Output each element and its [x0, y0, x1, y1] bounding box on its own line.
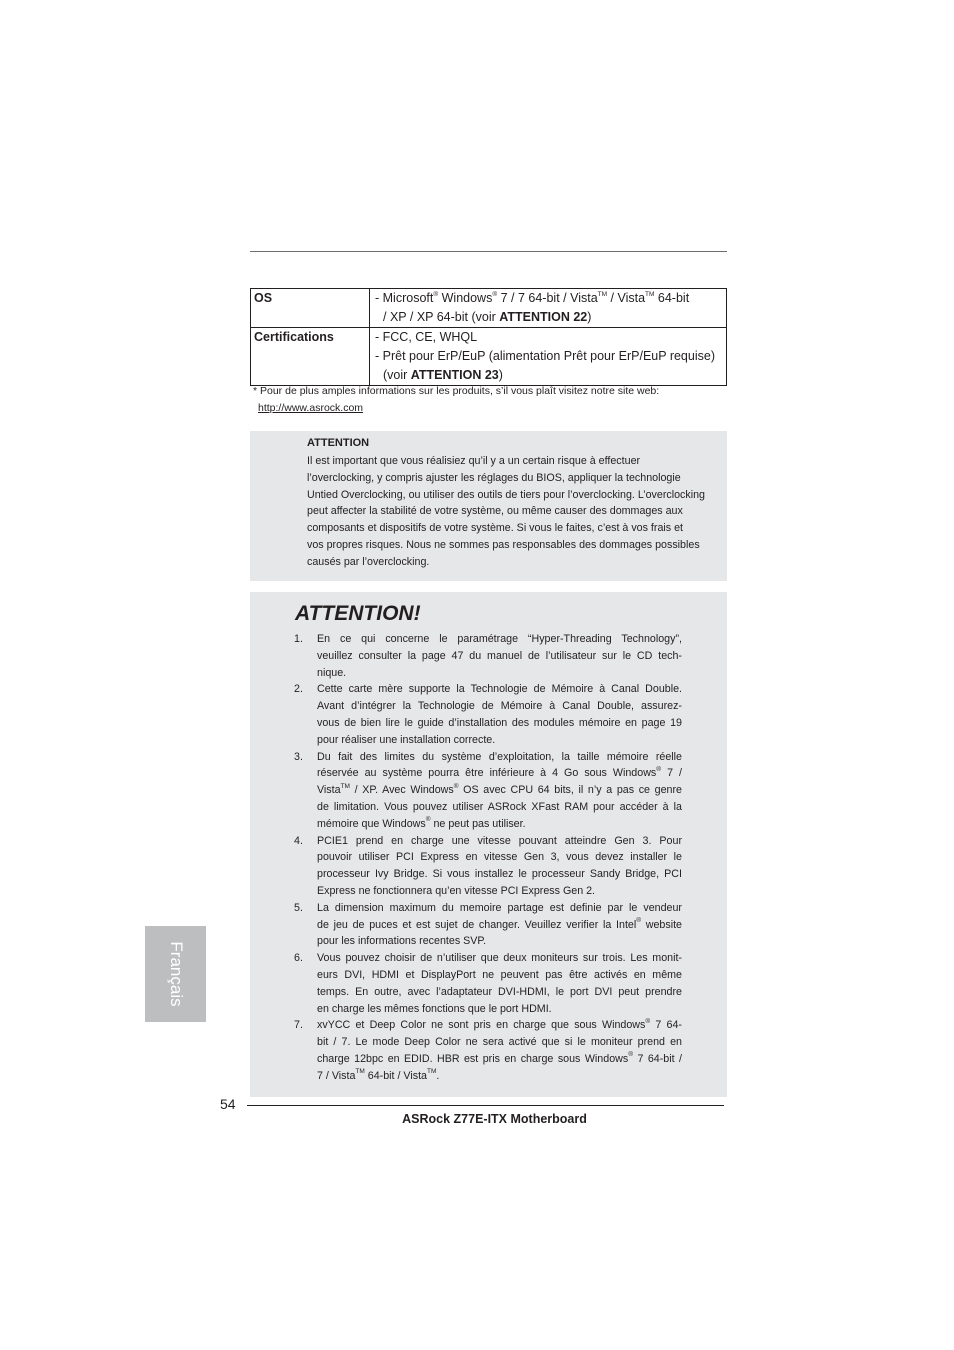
list-item — [294, 833, 682, 900]
list-item-line: processeur Ivy Bridge. Si vous installez le processeur Sandy Bridge, PCI — [317, 868, 682, 881]
list-item-line: La dimension maximum du memoire partage est definie par le vendeur — [317, 901, 682, 914]
list-item-line: Vista™ / XP. Avec Windows® OS avec CPU 64 bits, il n’y a pas ce genre — [317, 782, 682, 797]
list-item-line: de limitation. Vous pouvez utiliser ASRock XFast RAM pour accéder à la — [317, 800, 682, 813]
registered-mark: ® — [453, 782, 459, 790]
list-item-line: Vous pouvez choisir de n’utiliser que deux moniteurs sur trois. Les monit- — [317, 952, 682, 965]
row-value-certifications — [370, 328, 727, 386]
registered-mark: ® — [645, 1017, 651, 1025]
list-item-number: 3. — [294, 750, 303, 763]
attention-line: causés par l’overclocking. — [307, 555, 430, 568]
list-item-number: 4. — [294, 834, 303, 847]
list-item-line: pour réaliser une installation correcte. — [317, 733, 496, 746]
row-value-os — [370, 289, 727, 328]
list-item-line: Du fait des limites du système d’exploitation, la taille mémoire réelle — [317, 750, 682, 763]
os-line-1: - Microsoft® Windows® 7 / 7 64-bit / Vista™ / Vista™ 64-bit — [375, 290, 690, 305]
attention-line: composants et dispositifs de votre système. Si vous le faites, c’est à vos frais et — [307, 522, 684, 535]
list-item-line: mémoire que Windows® ne peut pas utiliser. — [317, 816, 526, 830]
registered-mark: ® — [433, 290, 439, 298]
attention-line: Untied Overclocking, ou utiliser des outils de tiers pour l’overclocking. L’overclocking — [307, 488, 705, 501]
list-item — [294, 1017, 682, 1084]
list-item-line: veuillez consulter la page 47 du manuel de l’utilisateur sur le CD tech- — [317, 649, 682, 662]
list-item — [294, 900, 682, 950]
cert-line-2: - Prêt pour ErP/EuP (alimentation Prêt pour ErP/EuP requise) — [375, 349, 715, 363]
list-item-line: en charge les mêmes fonctions que le port HDMI. — [317, 1002, 552, 1015]
cert-line-1: - FCC, CE, WHQL — [375, 330, 478, 344]
attention-list — [294, 631, 682, 1085]
os-line-2-text: / XP / XP 64-bit (voir — [383, 310, 500, 324]
list-item-number: 5. — [294, 901, 303, 914]
list-item-line: pouvoir utiliser PCI Express en vitesse Gen 3, vous devez installer le — [317, 851, 682, 864]
list-item-line: Cette carte mère supporte la Technologie de Mémoire à Canal Double. — [317, 683, 682, 696]
trademark-mark: TM — [645, 290, 655, 298]
list-item-number: 2. — [294, 683, 303, 696]
list-item-number: 6. — [294, 952, 303, 965]
registered-mark: ® — [636, 916, 642, 924]
list-item-line: eurs DVI, HDMI et DisplayPort ne peuvent pas être activés en même — [317, 968, 682, 981]
row-label-certifications: Certifications — [251, 328, 370, 386]
list-item-line: PCIE1 prend en charge une vitesse pouvant atteindre Gen 3. Pour — [317, 834, 682, 847]
registered-mark: ® — [492, 290, 498, 298]
list-item — [294, 749, 682, 833]
website-link[interactable]: http://www.asrock.com — [258, 402, 364, 414]
row-label-os: OS — [251, 289, 370, 328]
cert-line-3-close: ) — [498, 368, 503, 382]
language-tab-label: Français — [166, 941, 186, 1007]
registered-mark: ® — [425, 816, 431, 824]
attention-box-text — [307, 453, 727, 571]
footnote — [253, 383, 659, 417]
list-item-line: vous de bien lire le guide d’installation des modules mémoire en page 19 — [317, 716, 682, 729]
list-item-line: pour les informations recentes SVP. — [317, 935, 487, 948]
attention-line: Il est important que vous réalisiez qu’il y a un certain risque à effectuer — [307, 455, 641, 467]
registered-mark: ® — [656, 765, 662, 773]
bottom-rule — [247, 1105, 724, 1106]
attention-line: vos propres risques. Nous ne sommes pas responsables des dommages possibles — [307, 538, 700, 551]
list-item — [294, 950, 682, 1017]
footnote-text: * Pour de plus amples informations sur les produits, s’il vous plaît visitez notre site web: — [253, 385, 660, 397]
list-item-number: 1. — [294, 633, 303, 645]
list-item-line: 7 / Vista™ 64-bit / Vista™. — [317, 1068, 440, 1082]
overclocking-attention-box — [250, 431, 727, 581]
spec-table — [250, 288, 727, 386]
list-item-line: xvYCC et Deep Color ne sont pris en charge que sous Windows® 7 64- — [317, 1017, 682, 1032]
attention-list-box — [250, 592, 727, 1097]
table-row-os — [251, 289, 727, 328]
attention-22-ref: ATTENTION 22 — [499, 310, 588, 324]
language-tab — [145, 926, 206, 1022]
registered-mark: ® — [628, 1051, 634, 1059]
attention-line: l’overclocking, y compris ajuster les réglages du BIOS, appliquer la technologie — [307, 471, 681, 484]
table-row-certifications — [251, 328, 727, 386]
attention-box-title: ATTENTION — [307, 437, 370, 449]
list-item-line: réservée au système pourra être inférieure à 4 Go sous Windows® 7 / — [317, 765, 682, 780]
trademark-mark: TM — [355, 1068, 365, 1076]
attention-heading: ATTENTION! — [295, 602, 421, 625]
list-item — [294, 681, 682, 748]
top-rule — [250, 251, 727, 252]
list-item-line: temps. En outre, avec l’adaptateur DVI-HDMI, le port DVI peut prendre — [317, 985, 682, 998]
cert-line-3-text: (voir — [383, 368, 411, 382]
list-item-line: Express ne fonctionnera qu’en vitesse PCI Express Gen 2. — [317, 884, 596, 897]
list-item-line: En ce qui concerne le paramétrage “Hyper-Threading Technology”, — [317, 633, 682, 645]
list-item-line: Avant d’intégrer la Technologie de Mémoire à Canal Double, assurez- — [317, 700, 682, 713]
list-item-line: bit / 7. Le mode Deep Color ne sera activé que si le moniteur prend en — [317, 1036, 682, 1049]
list-item — [294, 631, 682, 681]
trademark-mark: TM — [427, 1068, 437, 1076]
trademark-mark: TM — [340, 782, 350, 790]
trademark-mark: TM — [597, 290, 608, 298]
attention-23-ref: ATTENTION 23 — [410, 368, 499, 382]
list-item-number: 7. — [294, 1019, 303, 1032]
list-item-line: charge 12bpc en EDID. HBR est pris en charge sous Windows® 7 64-bit / — [317, 1051, 683, 1065]
footer-title: ASRock Z77E-ITX Motherboard — [402, 1112, 587, 1126]
list-item-line: nique. — [317, 666, 347, 679]
os-line-2 — [375, 308, 726, 327]
attention-line: peut affecter la stabilité de votre système, ou même causer des dommages aux — [307, 505, 683, 518]
os-line-2-close: ) — [587, 310, 592, 324]
list-item-line: de jeu de puces et est sujet de changer. Veuillez verifier la Intel® website — [317, 916, 682, 931]
page-number: 54 — [220, 1096, 236, 1112]
